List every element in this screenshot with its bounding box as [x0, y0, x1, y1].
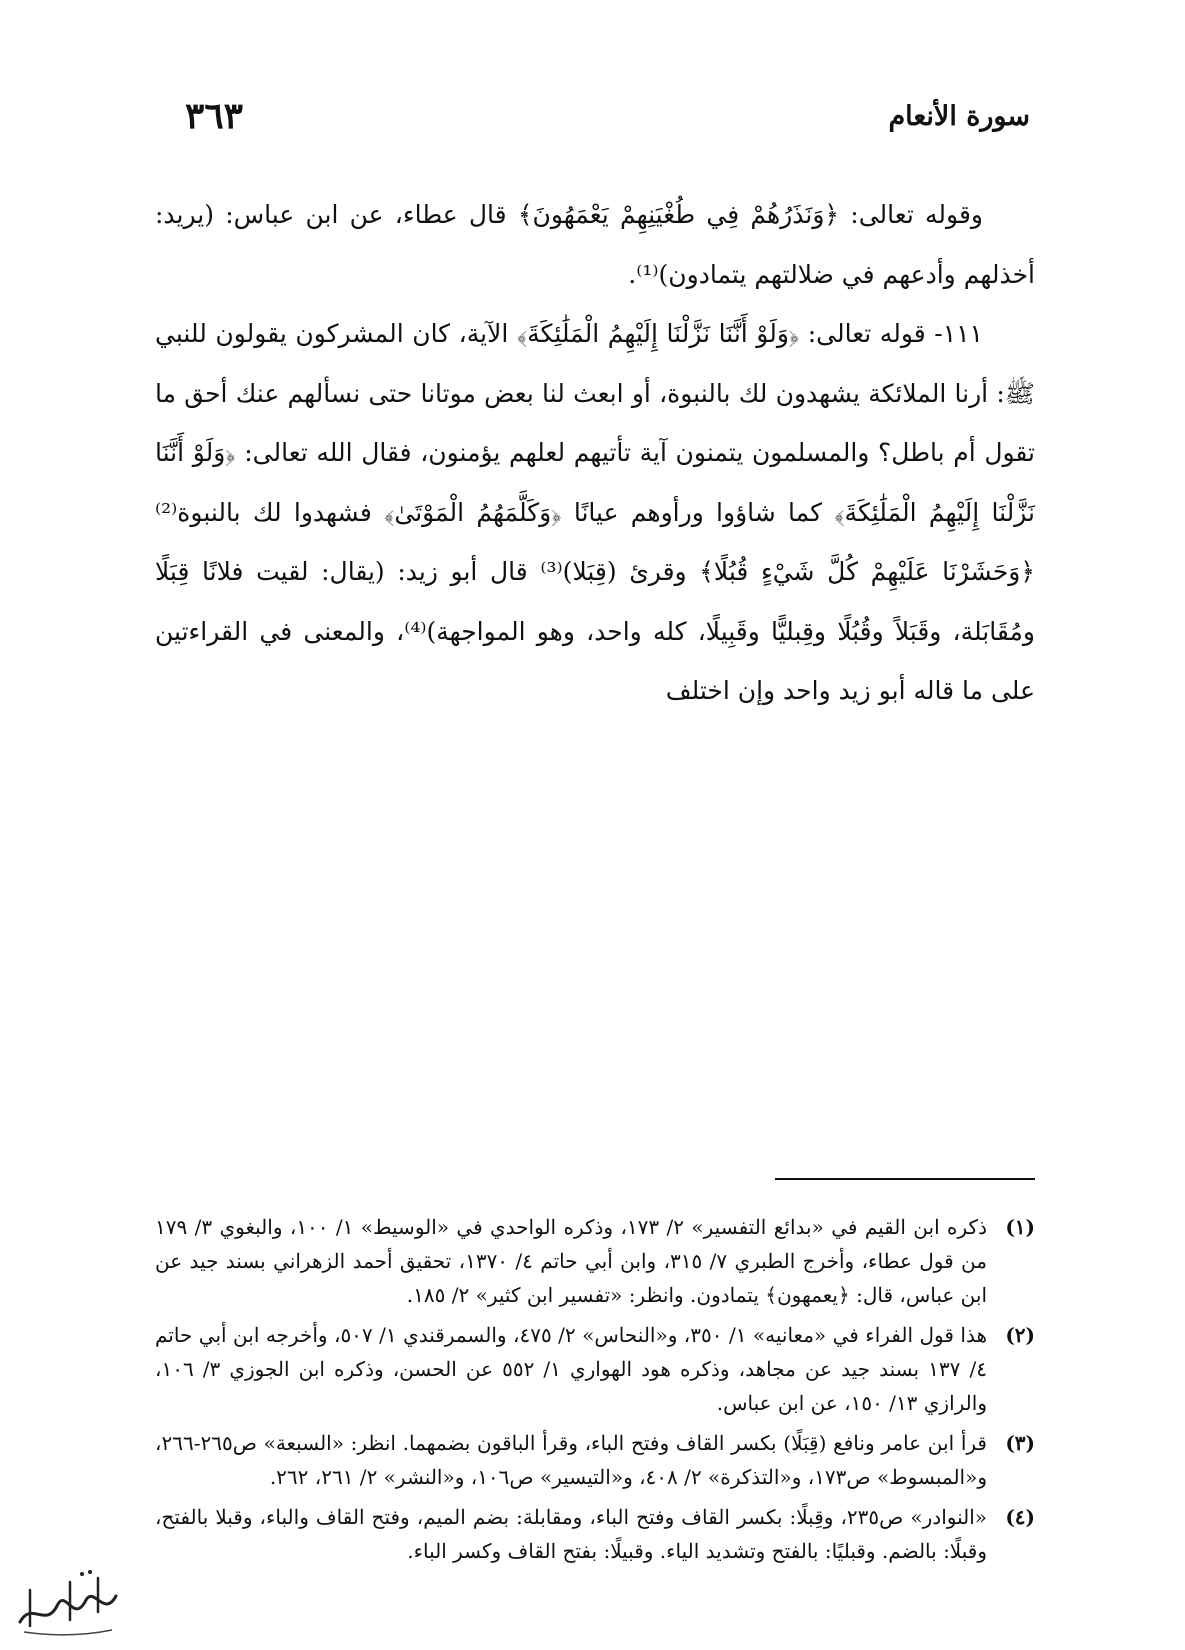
footnote-number: (٣) — [1005, 1431, 1035, 1455]
footnote-number: (٢) — [1005, 1323, 1035, 1347]
footnote-number: (٤) — [1005, 1505, 1035, 1529]
main-text — [155, 185, 1035, 721]
paragraph-2: ١١١- قوله تعالى: ﴿وَلَوْ أَنَّنَا نَزَّلْنَا إِلَيْهِمُ الْمَلَٰئِكَةَ﴾ الآية، كان المشركون يقولون للنبي ﷺ: أرنا الملائكة يشهدون لك بالنبوة، أو ابعث لنا بعض موتانا حتى نسألهم عنك أحق ما تقول أم باطل؟ والمسلمون يتمنون آية تأتيهم لعلهم يؤمنون، فقال الله تعالى: ﴿وَلَوْ أَنَّنَا نَزَّلْنَا إِلَيْهِمُ الْمَلَٰئِكَةَ﴾ كما شاؤوا ورأوهم عيانًا ﴿وَكَلَّمَهُمُ الْمَوْتَىٰ﴾ فشهدوا لك بالنبوة⁽²⁾ ﴿وَحَشَرْنَا عَلَيْهِمْ كُلَّ شَيْءٍ قُبُلًا﴾ وقرئ (قِبَلا)⁽³⁾ قال أبو زيد: (يقال: لقيت فلانًا قِبَلًا ومُقَابَلة، وقَبَلاً وقُبُلًا وقِبليًّا وقَبِيلًا، كله واحد، وهو المواجهة)⁽⁴⁾، والمعنى في القراءتين على ما قاله أبو زيد واحد وإن اختلف — [155, 319, 1035, 705]
footnote-2 — [155, 1318, 1035, 1420]
page-number: ٣٦٣ — [185, 95, 244, 137]
surah-title: سورة الأنعام — [888, 101, 1030, 132]
footnote-text: قرأ ابن عامر ونافع (قِبَلًا) بكسر القاف وفتح الباء، وقرأ الباقون بضمهما. انظر: «السبعة» ص٢٦٥-٢٦٦، و«المبسوط» ص١٧٣، و«التذكرة» ٢/ ٤٠٨، و«التيسير» ص١٠٦، و«النشر» ٢/ ٢٦١، ٢٦٢. — [155, 1431, 987, 1489]
paragraph-1: وقوله تعالى: ﴿وَنَذَرُهُمْ فِي طُغْيَنِهِمْ يَعْمَهُونَ﴾ قال عطاء، عن ابن عباس: (يريد: أخذلهم وأدعهم في ضلالتهم يتمادون)⁽¹⁾. — [155, 200, 1035, 289]
running-header — [140, 95, 1030, 145]
footnote-3 — [155, 1426, 1035, 1494]
footnote-number: (١) — [1005, 1215, 1035, 1239]
footnote-1 — [155, 1210, 1035, 1312]
footnote-4 — [155, 1500, 1035, 1568]
footnote-text: ذكره ابن القيم في «بدائع التفسير» ٢/ ١٧٣، وذكره الواحدي في «الوسيط» ١/ ١٠٠، والبغوي ٣/ ١٧٩ من قول عطاء، وأخرج الطبري ٧/ ٣١٥، وابن أبي حاتم ٤/ ١٣٧٠، تحقيق أحمد الزهراني بسند جيد عن ابن عباس، قال: ﴿يعمهون﴾ يتمادون. وانظر: «تفسير ابن كثير» ٢/ ١٨٥. — [155, 1215, 987, 1307]
footnote-text: هذا قول الفراء في «معانيه» ١/ ٣٥٠، و«النحاس» ٢/ ٤٧٥، والسمرقندي ١/ ٥٠٧، وأخرجه ابن أبي حاتم ٤/ ١٣٧ بسند جيد عن مجاهد، وذكره هود الهواري ١/ ٥٥٢ عن الحسن، وذكره ابن الجوزي ٣/ ١٠٦، والرازي ١٣/ ١٥٠، عن ابن عباس. — [155, 1323, 987, 1415]
footnote-text: «النوادر» ص٢٣٥، وقِبلًا: بكسر القاف وفتح الباء، ومقابلة: بضم الميم، وفتح القاف والباء، وقبلا بالفتح، وقبلًا: بالضم. وقبليًا: بالفتح وتشديد الياء. وقبيلًا: بفتح القاف وكسر الباء. — [155, 1505, 987, 1563]
footnote-separator — [775, 1178, 1035, 1180]
calligraphy-stamp-logo — [12, 1560, 122, 1640]
footnotes — [155, 1210, 1035, 1574]
